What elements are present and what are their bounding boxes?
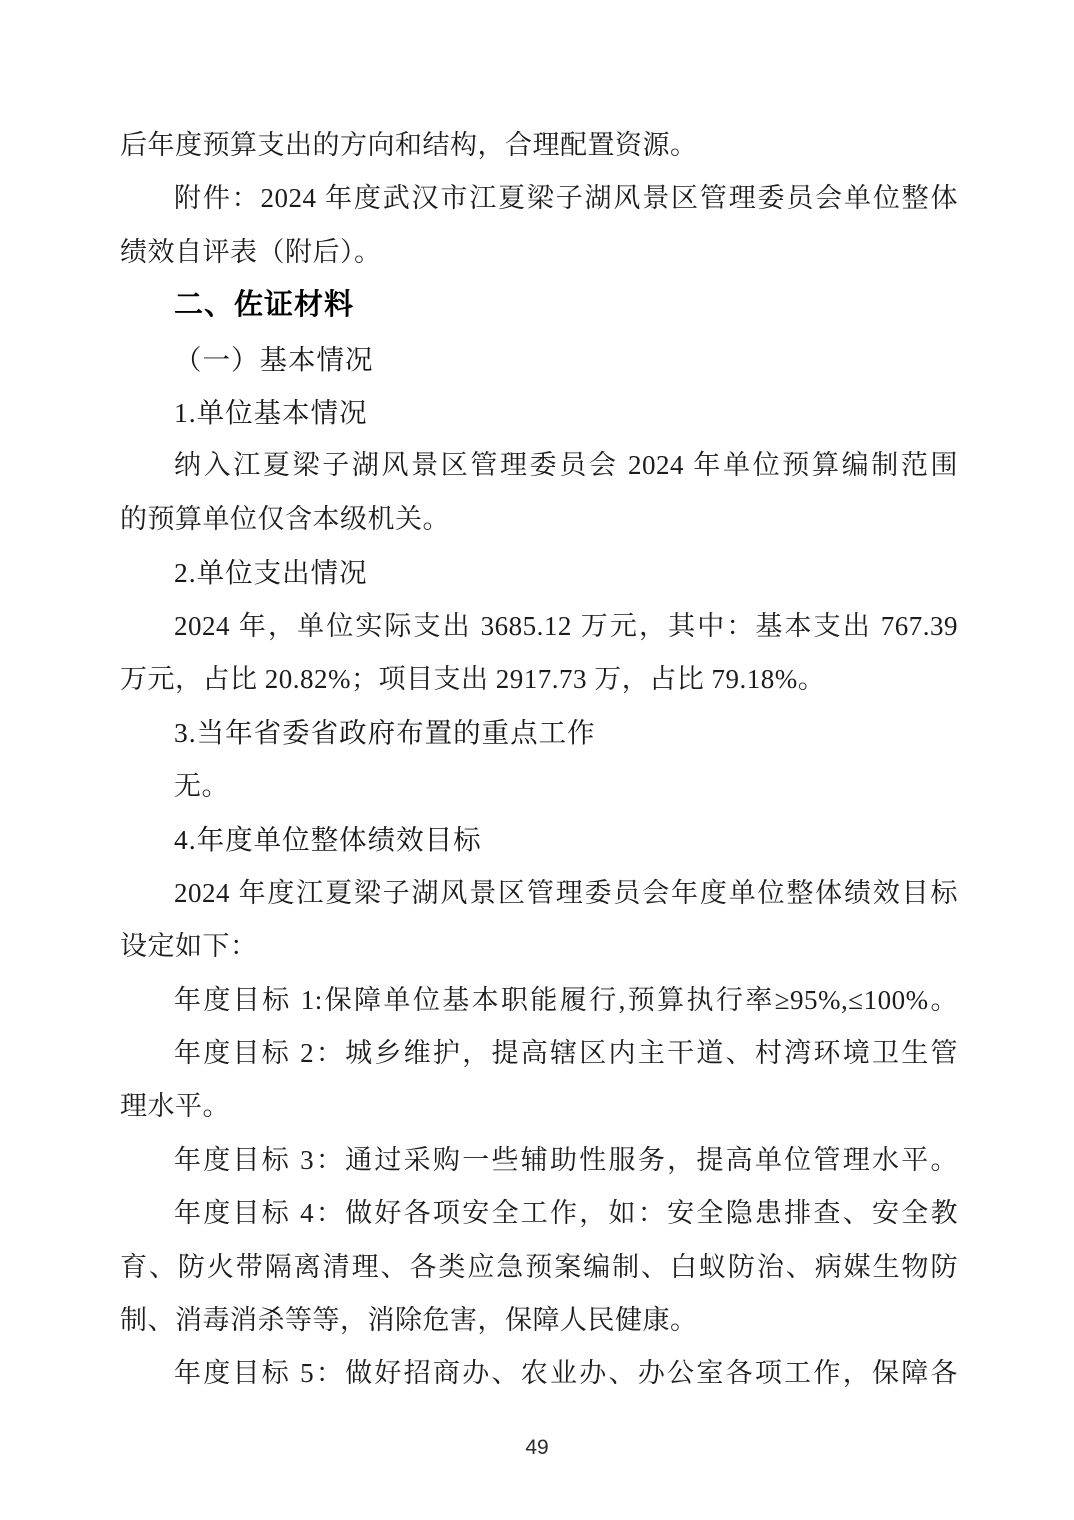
text-line: 无。 <box>174 770 229 801</box>
heading-line: 3.当年省委省政府布置的重点工作 <box>174 717 596 749</box>
text-block <box>120 119 958 1401</box>
text-line: 2024 年度江夏梁子湖风景区管理委员会年度单位整体绩效目标 <box>174 877 958 908</box>
text-line: 的预算单位仅含本级机关。 <box>120 503 450 534</box>
text-line: 年度目标 2：城乡维护，提高辖区内主干道、村湾环境卫生管 <box>174 1037 958 1068</box>
text-line: 后年度预算支出的方向和结构，合理配置资源。 <box>120 130 698 160</box>
text-line: 年度目标 5：做好招商办、农业办、办公室各项工作，保障各 <box>174 1358 958 1389</box>
text-line: 纳入江夏梁子湖风景区管理委员会 2024 年单位预算编制范围 <box>174 450 958 481</box>
text-line: 附件：2024 年度武汉市江夏梁子湖风景区管理委员会单位整体 <box>174 183 958 214</box>
text-line: 2024 年，单位实际支出 3685.12 万元，其中：基本支出 767.39 <box>174 610 958 641</box>
text-line: 年度目标 3：通过采购一些辅助性服务，提高单位管理水平。 <box>174 1144 958 1175</box>
text-line: 万元，占比 20.82%；项目支出 2917.73 万，占比 79.18%。 <box>120 664 826 695</box>
heading-line: 二、佐证材料 <box>174 289 355 322</box>
text-line: 年度目标 1:保障单位基本职能履行,预算执行率≥95%,≤100%。 <box>174 984 958 1015</box>
heading-line: （一）基本情况 <box>174 343 374 375</box>
page-number: 49 <box>525 1436 549 1459</box>
text-line: 理水平。 <box>120 1091 230 1122</box>
heading-line: 2.单位支出情况 <box>174 557 368 589</box>
heading-line: 4.年度单位整体绩效目标 <box>174 824 482 856</box>
text-line: 绩效自评表（附后）。 <box>120 236 382 267</box>
heading-line: 1.单位基本情况 <box>174 397 368 429</box>
text-line: 制、消毒消杀等等，消除危害，保障人民健康。 <box>120 1304 698 1335</box>
text-line: 年度目标 4：做好各项安全工作，如：安全隐患排查、安全教 <box>174 1198 958 1229</box>
text-line: 育、防火带隔离清理、各类应急预案编制、白蚁防治、病媒生物防 <box>120 1251 958 1282</box>
text-line: 设定如下： <box>120 931 258 962</box>
